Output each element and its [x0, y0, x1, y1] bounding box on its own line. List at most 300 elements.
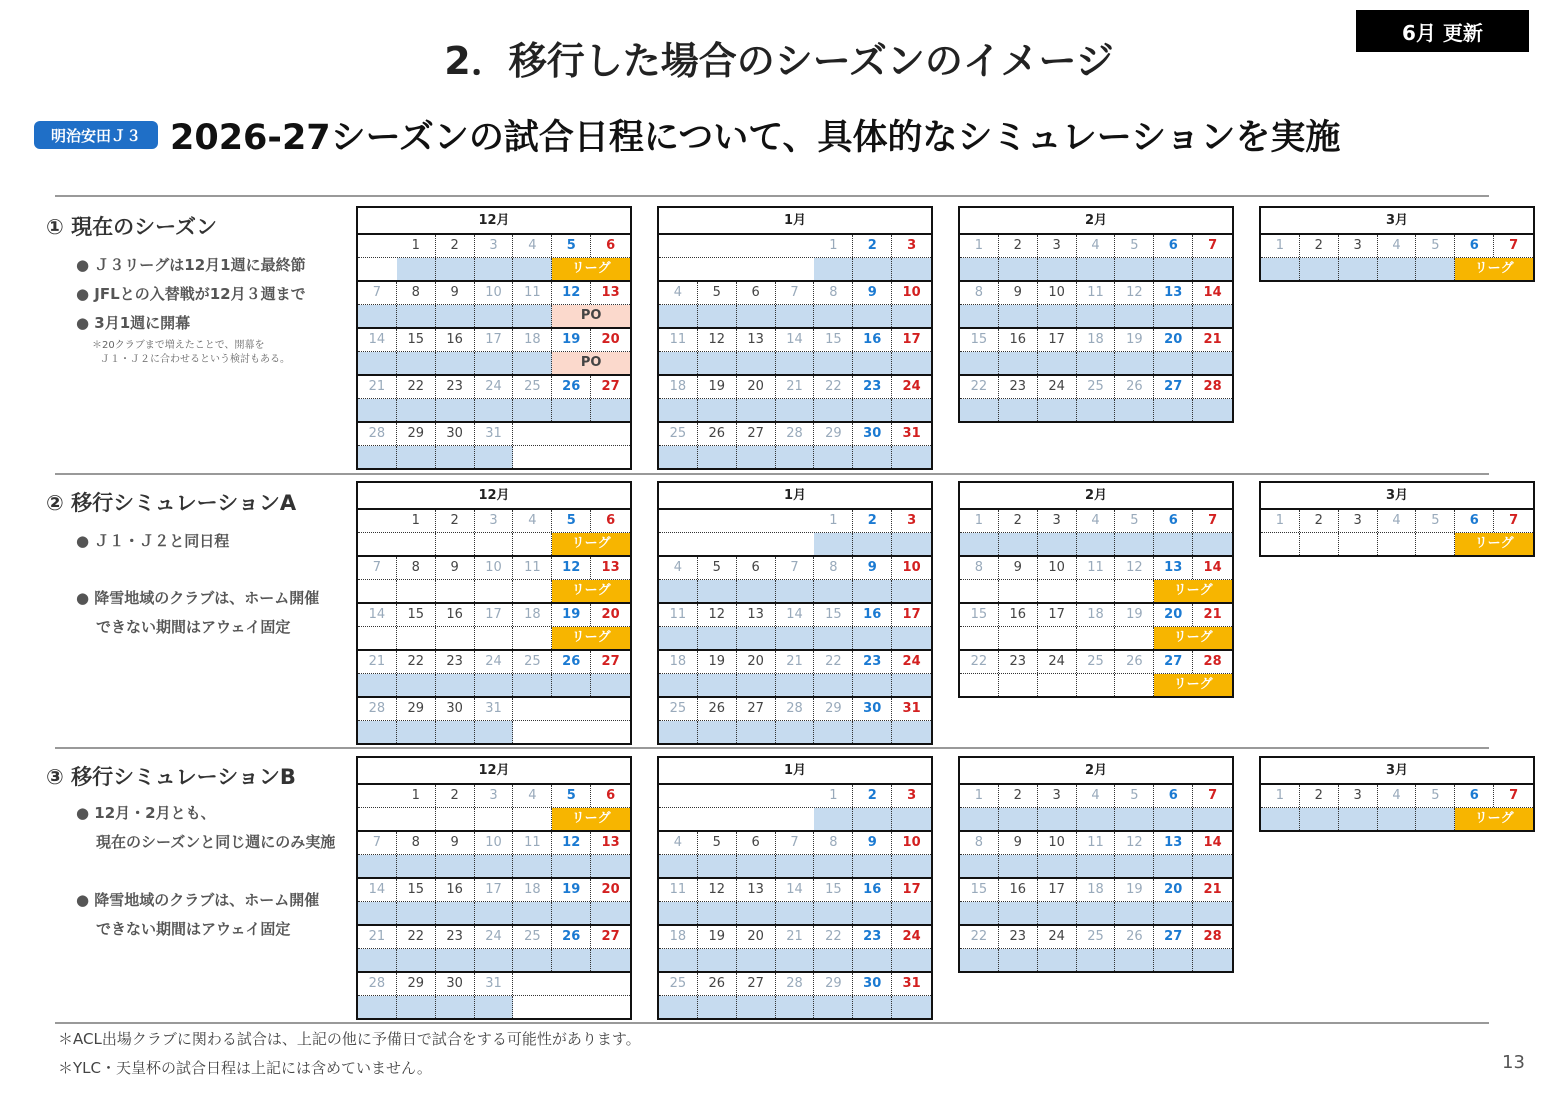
calendar-event-cell [1038, 627, 1077, 649]
calendar-event-row [659, 996, 931, 1018]
calendar-day: 6 [737, 832, 776, 854]
calendar-event-row [358, 258, 630, 282]
calendar-week-row [960, 926, 1232, 949]
calendar-event-cell [436, 627, 475, 649]
calendar-day: 15 [814, 604, 853, 626]
calendar-event-row [1261, 533, 1533, 555]
calendar-day: 24 [902, 654, 921, 669]
calendar-day: 2 [436, 510, 475, 532]
calendar-day: 3 [475, 235, 514, 257]
calendar-day: 11 [659, 329, 698, 351]
calendar-week-row [960, 376, 1232, 399]
page-title: 2．移行した場合のシーズンのイメージ [444, 39, 1114, 83]
calendar-day: 28 [1203, 379, 1222, 394]
calendar-event-cell [999, 902, 1038, 924]
calendar-day: 5 [1416, 510, 1455, 532]
calendar-day: 7 [1509, 513, 1519, 528]
calendar-day: 1 [1261, 235, 1300, 257]
calendar-day: 8 [960, 282, 999, 304]
calendar-day: 7 [1208, 238, 1218, 253]
calendar-event-cell [960, 533, 999, 555]
calendar-week-row [358, 698, 630, 721]
calendar-event-cell [659, 399, 698, 421]
calendar-day: 14 [1203, 560, 1222, 575]
league-match-marker: リーグ [552, 533, 630, 555]
calendar-event-row [960, 855, 1232, 879]
calendar-event-cell [513, 446, 552, 468]
calendar-day: 7 [358, 557, 397, 579]
calendar-month [356, 481, 632, 745]
calendar-event-row [358, 855, 630, 879]
calendar-event-cell [814, 533, 853, 555]
calendar-event-row [659, 258, 931, 282]
bullet: ● 3月1週に開幕 [76, 314, 191, 332]
calendar-day: 7 [1208, 513, 1218, 528]
calendar-month [657, 206, 933, 470]
calendar-day: 18 [513, 329, 552, 351]
calendar-day: 17 [475, 879, 514, 901]
calendar-day: 30 [853, 423, 892, 445]
calendar-event-cell [1193, 258, 1232, 280]
calendar-event-cell [1339, 258, 1378, 280]
calendar-day: 10 [1038, 282, 1077, 304]
calendar-day: 29 [397, 698, 436, 720]
calendar-day: 29 [397, 973, 436, 995]
league-match-marker: リーグ [1154, 627, 1232, 649]
calendar-day: 7 [776, 282, 815, 304]
calendar-day: 7 [358, 282, 397, 304]
calendar-event-cell [1339, 533, 1378, 555]
calendar-day: 14 [358, 329, 397, 351]
calendar-day: 26 [552, 651, 591, 673]
calendar-day: 5 [698, 832, 737, 854]
calendar-event-cell [853, 674, 892, 696]
calendar-week-row [659, 423, 931, 446]
calendar-day: 30 [853, 698, 892, 720]
calendar-day: 16 [436, 604, 475, 626]
calendar-day: 8 [397, 282, 436, 304]
calendar-event-cell [1077, 855, 1116, 877]
calendar-day: 19 [698, 926, 737, 948]
calendar-event-cell [475, 305, 514, 327]
calendar-day: 22 [960, 651, 999, 673]
calendar-event-cell [737, 902, 776, 924]
calendar-day: 31 [902, 976, 921, 991]
calendar-event-row [358, 674, 630, 698]
calendar-event-cell [1115, 855, 1154, 877]
calendar-day: 4 [1378, 510, 1417, 532]
calendar-event-cell [1193, 808, 1232, 830]
calendar-day: 16 [436, 329, 475, 351]
calendar-event-row [358, 399, 630, 423]
calendar-day: 17 [475, 329, 514, 351]
calendar-day: 19 [1115, 879, 1154, 901]
calendar-event-cell [1115, 949, 1154, 971]
calendar-event-cell [737, 446, 776, 468]
calendar-day: 18 [659, 926, 698, 948]
calendar-day: 23 [999, 926, 1038, 948]
calendar-event-cell [1154, 399, 1193, 421]
calendar-event-cell [853, 721, 892, 743]
calendar-day: 7 [1208, 788, 1218, 803]
calendar-day: 28 [358, 698, 397, 720]
calendar-event-cell [698, 258, 737, 280]
calendar-event-cell [1038, 808, 1077, 830]
calendar-event-cell [475, 352, 514, 374]
calendar-day [513, 698, 552, 720]
calendar-day: 12 [698, 329, 737, 351]
calendar-day: 1 [1261, 785, 1300, 807]
calendar-day: 5 [1115, 510, 1154, 532]
calendar-event-row [659, 399, 931, 423]
calendar-event-row [358, 949, 630, 973]
calendar-event-row [659, 808, 931, 832]
calendar-day: 26 [698, 698, 737, 720]
calendar-event-cell [1193, 352, 1232, 374]
calendar-day: 12 [552, 557, 591, 579]
calendar-event-cell [358, 674, 397, 696]
calendar-day [698, 510, 737, 532]
calendar-day: 18 [513, 604, 552, 626]
calendar-day: 24 [475, 651, 514, 673]
calendar-event-row [659, 352, 931, 376]
calendar-event-cell [1038, 399, 1077, 421]
calendar-day: 3 [475, 785, 514, 807]
calendar-event-row [659, 902, 931, 926]
calendar-event-cell [397, 674, 436, 696]
calendar-day: 3 [1038, 510, 1077, 532]
calendar-day: 27 [601, 654, 620, 669]
calendar-week-row [659, 973, 931, 996]
calendar-event-cell [358, 721, 397, 743]
calendar-day: 19 [552, 879, 591, 901]
calendar-event-cell [737, 399, 776, 421]
calendar-day: 26 [1115, 376, 1154, 398]
calendar-day: 5 [552, 785, 591, 807]
calendar-event-cell [1077, 902, 1116, 924]
calendar-event-row [1261, 808, 1533, 830]
calendar-event-row [358, 352, 630, 376]
calendar-event-cell [1193, 855, 1232, 877]
calendar-day: 19 [1115, 329, 1154, 351]
calendar-day: 18 [1077, 604, 1116, 626]
calendar-event-cell [552, 399, 591, 421]
calendar-day [591, 423, 630, 445]
calendar-event-cell [776, 674, 815, 696]
calendar-event-cell [853, 627, 892, 649]
calendar-day: 30 [436, 423, 475, 445]
calendar-event-cell [814, 580, 853, 602]
calendar-month [958, 756, 1234, 973]
calendar-week-row [659, 376, 931, 399]
calendar-month [1259, 756, 1535, 832]
calendar-day: 27 [1154, 926, 1193, 948]
calendar-event-cell [436, 808, 475, 830]
calendar-day: 19 [552, 329, 591, 351]
calendar-event-cell [591, 674, 630, 696]
calendar-day: 24 [1038, 651, 1077, 673]
calendar-event-cell [999, 533, 1038, 555]
calendar-event-cell [513, 580, 552, 602]
calendar-week-row [358, 557, 630, 580]
calendar-event-cell [1077, 258, 1116, 280]
calendar-day: 23 [999, 651, 1038, 673]
bullet: ● JFLとの入替戦が12月３週まで [76, 285, 306, 303]
calendar-day: 17 [475, 604, 514, 626]
calendar-day: 1 [397, 235, 436, 257]
calendar-day: 2 [1300, 510, 1339, 532]
calendar-day: 3 [907, 788, 917, 803]
bullet: できない期間はアウェイ固定 [96, 618, 291, 636]
calendar-event-cell [960, 352, 999, 374]
calendar-week-row [358, 973, 630, 996]
calendar-event-cell [358, 808, 397, 830]
calendar-event-cell [960, 305, 999, 327]
calendar-day: 17 [1038, 604, 1077, 626]
calendar-day [358, 235, 397, 257]
calendar-day: 1 [397, 785, 436, 807]
calendar-month-header: 3月 [1261, 483, 1533, 510]
calendar-event-cell [853, 949, 892, 971]
divider [55, 473, 1489, 475]
calendar-event-cell [1077, 399, 1116, 421]
calendar-day: 22 [960, 926, 999, 948]
calendar-event-cell [960, 808, 999, 830]
calendar-event-cell [853, 305, 892, 327]
calendar-event-cell [853, 902, 892, 924]
calendar-event-cell [698, 996, 737, 1018]
calendar-event-cell [960, 902, 999, 924]
calendar-day: 6 [606, 788, 616, 803]
calendar-event-cell [737, 855, 776, 877]
section-sim-a [46, 487, 376, 636]
calendar-day: 13 [601, 560, 620, 575]
calendar-event-cell [999, 949, 1038, 971]
calendar-event-cell [1193, 533, 1232, 555]
calendar-day: 1 [960, 235, 999, 257]
section-title: ② 移行シミュレーションA [46, 491, 297, 515]
calendar-day: 29 [397, 423, 436, 445]
calendar-event-cell [853, 580, 892, 602]
calendar-event-cell [1193, 902, 1232, 924]
calendar-event-cell [776, 446, 815, 468]
calendar-event-cell [436, 258, 475, 280]
calendar-day: 28 [776, 423, 815, 445]
calendar-event-cell [814, 808, 853, 830]
calendar-day: 22 [814, 651, 853, 673]
calendar-day: 24 [1038, 926, 1077, 948]
calendar-week-row [659, 282, 931, 305]
bullet: できない期間はアウェイ固定 [96, 920, 291, 938]
calendar-event-row [960, 627, 1232, 651]
calendar-day: 9 [853, 282, 892, 304]
calendar-day: 20 [737, 376, 776, 398]
calendar-event-cell [892, 399, 931, 421]
calendar-event-cell [999, 855, 1038, 877]
calendar-event-cell [436, 949, 475, 971]
page-number: 13 [1502, 1052, 1525, 1073]
calendar-week-row [358, 926, 630, 949]
calendar-event-cell [436, 996, 475, 1018]
page-subtitle: 2026-27シーズンの試合日程について、具体的なシミュレーションを実施 [170, 118, 1341, 158]
update-badge: 6月 更新 [1356, 10, 1529, 52]
calendar-day: 14 [776, 879, 815, 901]
calendar-event-cell [436, 902, 475, 924]
calendar-day: 25 [1077, 376, 1116, 398]
calendar-event-row [358, 580, 630, 604]
calendar-event-cell [1115, 674, 1154, 696]
calendar-event-cell [814, 352, 853, 374]
calendar-day: 7 [1509, 238, 1519, 253]
calendar-event-cell [659, 627, 698, 649]
calendar-day: 13 [737, 879, 776, 901]
calendar-day [737, 510, 776, 532]
calendar-day: 15 [960, 879, 999, 901]
calendar-month-header: 1月 [659, 483, 931, 510]
calendar-event-cell [1115, 533, 1154, 555]
calendar-event-cell [999, 674, 1038, 696]
calendar-day: 19 [698, 651, 737, 673]
calendar-day: 8 [397, 832, 436, 854]
calendar-day: 9 [853, 832, 892, 854]
footnote: ＊ACL出場クラブに関わる試合は、上記の他に予備日で試合をする可能性があります。 [58, 1030, 641, 1048]
calendar-event-cell [1378, 533, 1417, 555]
calendar-day [513, 973, 552, 995]
calendar-month-header: 12月 [358, 758, 630, 785]
calendar-event-cell [776, 949, 815, 971]
calendar-day: 11 [1077, 282, 1116, 304]
calendar-event-cell [397, 580, 436, 602]
calendar-event-cell [397, 305, 436, 327]
calendar-day: 22 [397, 926, 436, 948]
calendar-event-cell [698, 352, 737, 374]
calendar-day: 8 [814, 557, 853, 579]
calendar-day: 11 [1077, 832, 1116, 854]
calendar-day: 31 [902, 701, 921, 716]
calendar-event-cell [591, 996, 630, 1018]
calendar-day: 2 [436, 235, 475, 257]
calendar-event-cell [1416, 808, 1455, 830]
calendar-event-cell [358, 399, 397, 421]
calendar-day: 4 [513, 235, 552, 257]
calendar-day: 21 [776, 376, 815, 398]
calendar-event-cell [853, 855, 892, 877]
calendar-day: 6 [606, 513, 616, 528]
divider [55, 195, 1489, 197]
calendar-week-row [358, 235, 630, 258]
calendar-event-cell [960, 580, 999, 602]
calendar-event-cell [552, 949, 591, 971]
calendar-event-row [960, 902, 1232, 926]
calendar-event-row [358, 721, 630, 743]
calendar-week-row [358, 423, 630, 446]
playoff-marker: PO [552, 305, 630, 327]
calendar-week-row [659, 926, 931, 949]
calendar-day: 4 [1077, 785, 1116, 807]
calendar-day: 25 [659, 973, 698, 995]
calendar-day: 20 [601, 607, 620, 622]
calendar-event-row [358, 533, 630, 557]
calendar-event-cell [698, 580, 737, 602]
calendar-month [958, 481, 1234, 698]
calendar-event-cell [552, 996, 591, 1018]
calendar-day: 9 [436, 557, 475, 579]
calendar-event-cell [358, 855, 397, 877]
calendar-day: 16 [436, 879, 475, 901]
calendar-day: 8 [960, 557, 999, 579]
calendar-day: 23 [853, 926, 892, 948]
calendar-day: 28 [1203, 929, 1222, 944]
calendar-week-row [1261, 510, 1533, 533]
calendar-event-cell [659, 258, 698, 280]
league-match-marker: リーグ [552, 258, 630, 280]
calendar-event-row [960, 399, 1232, 421]
calendar-month [657, 756, 933, 1020]
calendar-event-cell [776, 855, 815, 877]
calendar-event-cell [1416, 258, 1455, 280]
calendar-day: 28 [358, 423, 397, 445]
league-match-marker: リーグ [1455, 533, 1533, 555]
calendar-day: 12 [698, 604, 737, 626]
calendar-event-cell [1154, 949, 1193, 971]
calendar-event-row [659, 674, 931, 698]
calendar-event-cell [1154, 352, 1193, 374]
calendar-event-cell [698, 305, 737, 327]
calendar-event-cell [1154, 855, 1193, 877]
calendar-day: 16 [853, 604, 892, 626]
calendar-day [737, 785, 776, 807]
league-match-marker: リーグ [552, 627, 630, 649]
calendar-day: 5 [1416, 785, 1455, 807]
divider [55, 1022, 1489, 1024]
calendar-day: 29 [814, 423, 853, 445]
calendar-event-cell [776, 808, 815, 830]
calendar-event-cell [814, 996, 853, 1018]
calendar-event-cell [892, 258, 931, 280]
calendar-day: 23 [436, 651, 475, 673]
calendar-event-cell [1115, 627, 1154, 649]
calendar-day: 3 [1339, 510, 1378, 532]
calendar-day: 31 [475, 698, 514, 720]
calendar-week-row [960, 832, 1232, 855]
calendar-day: 20 [737, 651, 776, 673]
calendar-event-cell [853, 446, 892, 468]
calendar-event-cell [475, 902, 514, 924]
calendar-day: 25 [659, 698, 698, 720]
calendar-event-cell [1261, 258, 1300, 280]
calendar-event-cell [853, 352, 892, 374]
calendar-month-header: 12月 [358, 208, 630, 235]
calendar-day: 9 [436, 282, 475, 304]
calendar-day: 8 [960, 832, 999, 854]
calendar-day: 14 [776, 604, 815, 626]
calendar-event-cell [475, 996, 514, 1018]
calendar-month [958, 206, 1234, 423]
calendar-event-cell [436, 533, 475, 555]
calendar-event-cell [1115, 902, 1154, 924]
calendar-event-cell [698, 674, 737, 696]
calendar-day: 2 [999, 235, 1038, 257]
calendar-event-row [659, 949, 931, 973]
footnote: ＊YLC・天皇杯の試合日程は上記には含めていません。 [58, 1059, 432, 1077]
calendar-event-cell [892, 949, 931, 971]
calendar-month [1259, 206, 1535, 282]
calendar-day: 22 [397, 376, 436, 398]
calendar-event-cell [698, 399, 737, 421]
note: Ｊ１・Ｊ２に合わせるという検討もある。 [100, 354, 290, 365]
calendar-event-cell [1154, 258, 1193, 280]
calendar-event-cell [358, 305, 397, 327]
